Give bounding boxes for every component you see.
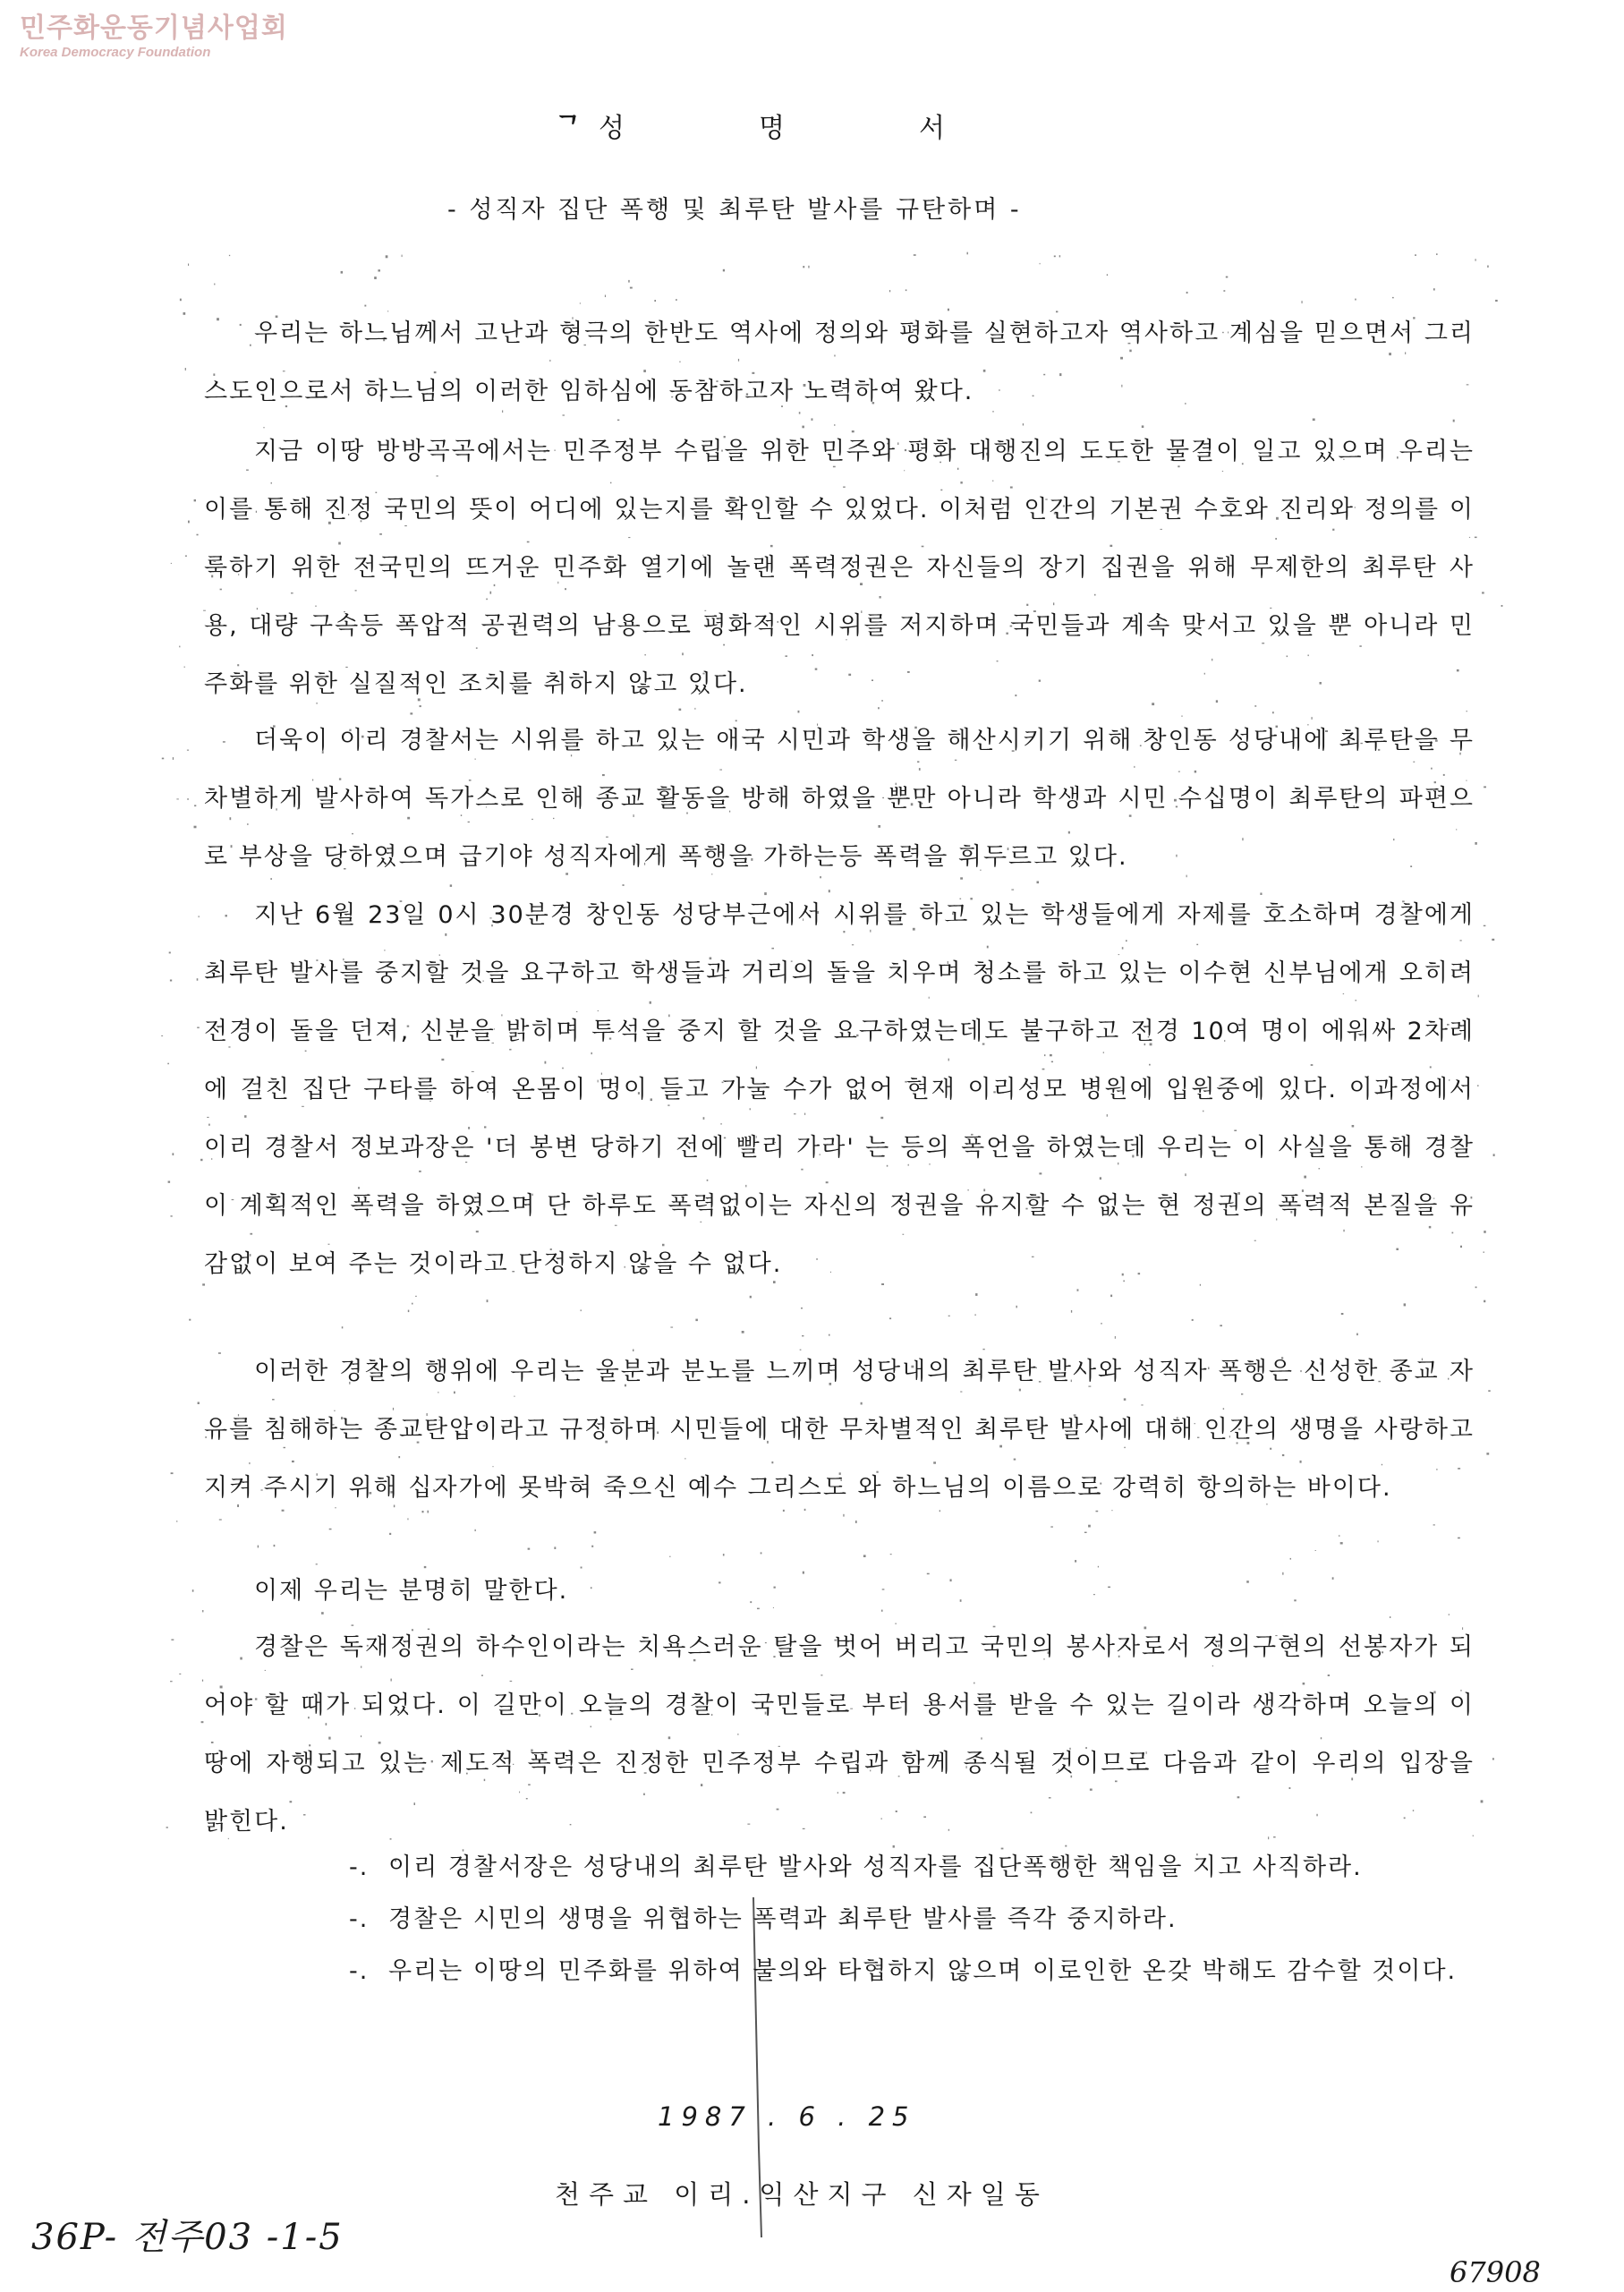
demand-list xyxy=(349,1842,1476,1998)
demand-marker: -. xyxy=(349,1853,370,1881)
demand-text: 이리 경찰서장은 성당내의 최루탄 발사와 성직자를 집단폭행한 책임을 지고 사직하라. xyxy=(388,1853,1363,1881)
watermark-title: 민주화운동기념사업회 xyxy=(20,13,288,44)
title-char: 성 xyxy=(598,113,625,144)
page-number: 67908 xyxy=(1450,2255,1541,2289)
demand-item xyxy=(349,1946,1476,1998)
document-subtitle: - 성직자 집단 폭행 및 최루탄 발사를 규탄하며 - xyxy=(447,196,1022,224)
title-mark: ᄀ xyxy=(555,113,581,144)
handwritten-reference: 36P- 전주03 -1-5 xyxy=(31,2217,344,2258)
document-date: 1987 . 6 . 25 xyxy=(658,2101,916,2132)
demand-marker: -. xyxy=(349,1905,370,1933)
paragraph-4: 지난 6월 23일 0시 30분경 창인동 성당부근에서 시위를 하고 있는 학생들에게 자제를 호소하며 경찰에게 최루탄 발사를 중지할 것을 요구하고 학생들과 거리의 돌을 치우며 청소를 하고 있는 이수현 신부님에게 오히려 전경이 돌을 던져, 신분을 밝히며 투석을 중지 할 것을 요구하였는데도 불구하고 전경 10여 명이 에워싸 2차례에 걸친 집단 구타를 하여 온몸이 멍이 들고 가눌 수가 없어 현재 이리성모 병원에 입원중에 있다. 이과정에서 이리 경찰서 정보과장은 '더 봉변 당하기 전에 빨리 가라' 는 등의 폭언을 하였는데 우리는 이 사실을 통해 경찰이 계획적인 폭력을 하였으며 단 하루도 폭력없이는 자신의 정권을 유지할 수 없는 현 정권의 폭력적 본질을 유감없이 보여 주는 것이라고 단정하지 않을 수 없다. xyxy=(204,901,1475,1278)
demand-text: 경찰은 시민의 생명을 위협하는 폭력과 최루탄 발사를 즉각 중지하라. xyxy=(388,1905,1178,1933)
title-char: 명 xyxy=(758,113,785,144)
paragraph-3: 더욱이 이리 경찰서는 시위를 하고 있는 애국 시민과 학생을 해산시키기 위해 창인동 성당내에 최루탄을 무차별하게 발사하여 독가스로 인해 종교 활동을 방해 하였을 뿐만 아니라 학생과 시민 수십명이 최루탄의 파편으로 부상을 당하였으며 급기야 성직자에게 폭행을 가하는등 폭력을 휘두르고 있다. xyxy=(204,727,1475,871)
document-signer: 천주교 이리.익산지구 신자일동 xyxy=(555,2179,1049,2210)
demand-item xyxy=(349,1894,1476,1946)
title-char: 서 xyxy=(918,113,945,144)
foundation-watermark xyxy=(20,13,288,61)
demand-text: 우리는 이땅의 민주화를 위하여 불의와 타협하지 않으며 이로인한 온갖 박해도 감수할 것이다. xyxy=(388,1957,1458,1985)
paragraph-6: 이제 우리는 분명히 말한다. xyxy=(254,1577,569,1605)
paragraph-5: 이러한 경찰의 행위에 우리는 울분과 분노를 느끼며 성당내의 최루탄 발사와 성직자 폭행은 신성한 종교 자유를 침해하는 종교탄압이라고 규정하며 시민들에 대한 무차별적인 최루탄 발사에 대해 인간의 생명을 사랑하고 지켜 주시기 위해 십자가에 못박혀 죽으신 예수 그리스도 와 하느님의 이름으로 강력히 항의하는 바이다. xyxy=(204,1358,1475,1502)
watermark-subtitle: Korea Democracy Foundation xyxy=(20,45,211,60)
document-title xyxy=(555,106,1079,145)
paragraph-1: 우리는 하느님께서 고난과 형극의 한반도 역사에 정의와 평화를 실현하고자 역사하고 계심을 믿으면서 그리스도인으로서 하느님의 이러한 임하심에 동참하고자 노력하여 왔다. xyxy=(204,320,1475,405)
demand-marker: -. xyxy=(349,1957,370,1985)
paragraph-7: 경찰은 독재정권의 하수인이라는 치욕스러운 탈을 벗어 버리고 국민의 봉사자로서 정의구현의 선봉자가 되어야 할 때가 되었다. 이 길만이 오늘의 경찰이 국민들로 부터 용서를 받을 수 있는 길이라 생각하며 오늘의 이 땅에 자행되고 있는 제도적 폭력은 진정한 민주정부 수립과 함께 종식될 것이므로 다음과 같이 우리의 입장을 밝힌다. xyxy=(204,1633,1475,1836)
demand-item xyxy=(349,1842,1476,1894)
paragraph-2: 지금 이땅 방방곡곡에서는 민주정부 수립을 위한 민주와 평화 대행진의 도도한 물결이 일고 있으며 우리는 이를 통해 진정 국민의 뜻이 어디에 있는지를 확인할 수 있었다. 이처럼 인간의 기본권 수호와 진리와 정의를 이룩하기 위한 전국민의 뜨거운 민주화 열기에 놀랜 폭력정권은 자신들의 장기 집권을 위해 무제한의 최루탄 사용, 대량 구속등 폭압적 공권력의 남용으로 평화적인 시위를 저지하며 국민들과 계속 맞서고 있을 뿐 아니라 민주화를 위한 실질적인 조치를 취하지 않고 있다. xyxy=(204,438,1475,698)
